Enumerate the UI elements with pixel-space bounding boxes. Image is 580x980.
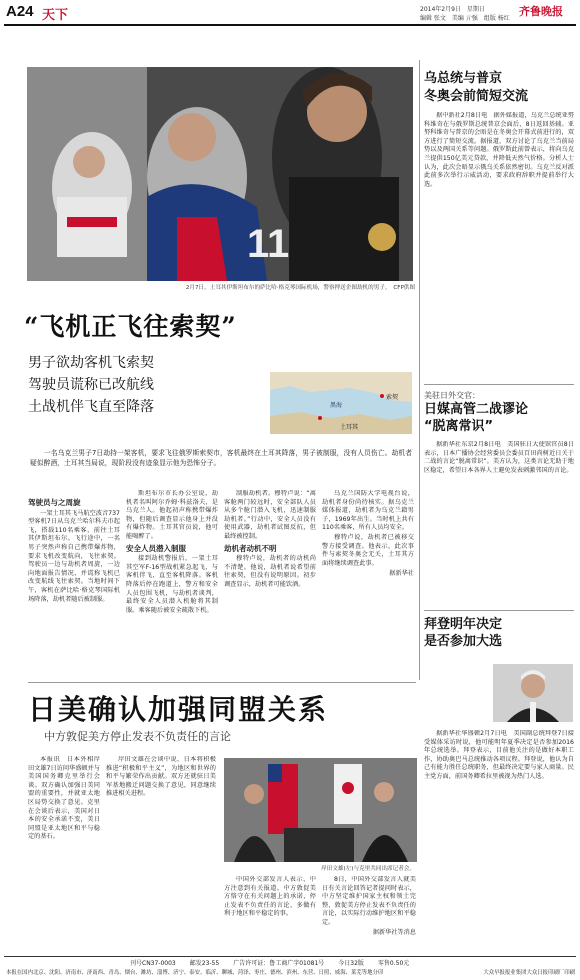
- col4-byline: 据新华社: [389, 570, 414, 578]
- story1-text: 据中新社2月8日电 据外媒报道，乌克兰总统亚努科维奇在与俄罗斯总统普京会面后，8日返回基辅。亚努科维奇与普京的会晤是在冬奥会开幕式前进行的，双方进行了简短交流。据报道，双方讨论了乌克兰当前局势以及两国关系等问题。俄罗斯此前曾表示，将向乌克兰提供150亿美元贷款，并降低天然气价格。分析人士认为，此次会晤显示俄乌关系依然密切。乌克兰反对派此前多次举行示威活动，要求政府辞职并提前举行大选。: [424, 112, 574, 188]
- story2-text: 据新华社东京2月8日电 美国驻日大使馆官员8日表示，日本广播协会经营委员会委员百田尚树近日关于二战的言论“脱离常识”。美方认为，这类言论无助于地区稳定，希望日本各界人士避免发表刺激邻国的言论。: [424, 441, 574, 474]
- story3-text: 据新华社华盛顿2月7日电 美国副总统拜登7日接受媒体采访时说，他可能明年夏季决定是否参加2016年总统选举。拜登表示，目前他关注的是做好本职工作，协助奥巴马总统推动各项议程。拜登说，他认为自己有能力胜任总统职务，但最终决定要与家人商量。民主党方面，前国务卿希拉里被视为热门人选。: [424, 730, 574, 780]
- photo-scene: [27, 67, 413, 281]
- main-col-3: [224, 490, 316, 676]
- col2-subhead: 安全人员潜入制服: [126, 543, 186, 553]
- press-conference-scene: [224, 758, 417, 862]
- main-subheads: [28, 352, 154, 418]
- sidebar-rule-1: [424, 384, 574, 385]
- section-name: 天下: [42, 8, 69, 23]
- sidebar-story-3: [424, 616, 574, 650]
- istanbul-marker: [318, 416, 322, 420]
- lead-paragraph: 一名乌克兰男子7日劫持一架客机，要求飞往俄罗斯索契市，客机最终在土耳其降落，男子被制服，没有人员伤亡。劫机者疑似醉酒，土耳其当局说，现阶段没有迹象显示他为恐怖分子。: [30, 449, 412, 467]
- masthead: [0, 0, 580, 26]
- bottom-col-2: 岸田文雄在会谈中说，日本将积极推进“积极和平主义”，为地区和世界的和平与繁荣作出贡献。双方还就驻日美军基地搬迁问题交换了意见，同意继续推进相关进程。: [106, 756, 216, 798]
- footer-postal: 邮发23-55: [189, 960, 220, 967]
- bottom-col-4: [322, 876, 416, 956]
- paper-logo: 齐鲁晚报: [519, 5, 563, 18]
- story3-title: 拜登明年决定 是否参加大选: [424, 617, 503, 649]
- map: [270, 372, 412, 434]
- subhead-1: 男子欲劫客机飞索契: [28, 355, 154, 371]
- col2-text: 斯坦布尔市长办公室说，劫机者名叫阿尔乔姆·科兹洛夫，是乌克兰人。他起初声称携带爆炸物，但随后调查显示他身上并没有爆炸物。土耳其官员说，他可能喝醉了。: [126, 490, 218, 540]
- main-headline: “飞机正飞往索契”: [24, 312, 237, 341]
- main-photo: [27, 67, 413, 281]
- main-col-4: [322, 490, 414, 676]
- footer-line-3: 大众早报报业集团大众日报印刷厂印刷: [483, 970, 575, 976]
- biden-photo: [493, 664, 573, 722]
- map-label-turkey: 土耳其: [340, 424, 359, 431]
- svg-text:11: 11: [247, 222, 290, 266]
- footer-line-2: 本报在国内北京、沈阳、济南市、济南西、青岛、烟台、潍坊、淄博、济宁、泰安、临沂、聊城、菏泽、枣庄、德州、滨州、东营、日照、威海、莱芜等地分印: [6, 970, 384, 976]
- col4-text: 乌克兰国防大学电视台说，劫机者身份尚待核实。据乌克兰媒体报道，劫机者为乌克兰籍男子，1969年出生。当时机上共有110名乘客，所有人员均安全。: [322, 490, 414, 532]
- sochi-marker: [380, 394, 384, 398]
- bottom-section-rule: [28, 682, 416, 683]
- issue-date: 2014年2月9日 星期日: [420, 6, 485, 13]
- bottom-col4-text: 8日，中国外交部发言人就美日有关言论回答记者提问时表示，中方坚定维护国家主权和领土完整，敦促美方停止发表不负责任的言论，以实际行动维护地区和平稳定。: [322, 876, 416, 926]
- col2-text2: 接到劫机警报后，一架土耳其空军F-16型战机紧急起飞，与客机伴飞，直至客机降落。客机降落后停在跑道上，警方和安全人员包围飞机，与劫机者谈判，最终安全人员潜入机舱将其制服。乘客随后被安全疏散下机。: [126, 555, 218, 614]
- story2-title: 日媒高管二战谬论 “脱离常识”: [424, 402, 529, 434]
- editors: 编辑 张文 美编 亓强 组版 杨红: [420, 15, 510, 22]
- header-rule: [4, 24, 576, 26]
- subhead-3: 土战机伴飞直至降落: [28, 399, 154, 415]
- photo-caption: 2月7日，土耳其伊斯坦布尔的萨比哈·格克琴国际机场，警察押送企图劫机的男子。 CFP供图: [185, 285, 415, 291]
- sidebar-rule-2: [424, 610, 574, 611]
- sidebar-divider: [419, 60, 420, 680]
- footer-line-1: [130, 958, 570, 967]
- footer-rule: [4, 956, 576, 957]
- footer-ad-license: 广告许可证：鲁工商广字01081号: [233, 960, 325, 967]
- sidebar-story-1: [424, 70, 574, 382]
- story2-kicker: 美驻日外交官：: [424, 391, 480, 400]
- bottom-subhead: 中方敦促美方停止发表不负责任的言论: [44, 730, 231, 743]
- bottom-photo: [224, 758, 417, 862]
- subhead-2: 驾驶员谎称已改航线: [28, 377, 154, 393]
- biden-portrait: [493, 664, 573, 722]
- col1-subhead: 驾驶员与之周旋: [28, 498, 81, 507]
- story1-title: 乌总统与普京 冬奥会前简短交流: [424, 71, 529, 104]
- bottom-col-1: 本报讯 日本外相岸田文雄7日访问华盛顿并与美国国务卿克里举行会谈。双方确认加强日美同盟的重要性，并就亚太地区局势交换了意见。克里在会谈后表示，美国对日本的安全承诺不变，美日同盟是亚太地区和平与稳定的基石。: [28, 756, 100, 841]
- col3-text: 制服劫机者。穆特卢说：“离客舱两门较远时，安全部队人员从多个舱门潜入飞机，迅速制服劫机者。”行动中，安全人员没有使用武器，劫机者试图反抗，但最终被控制。: [224, 490, 316, 540]
- col4-text2: 穆特卢说，劫机者已被移交警方接受调查。他表示，此次事件与索契冬奥会无关，土耳其方面将继续调查此事。: [322, 533, 414, 567]
- map-label-black-sea: 黑海: [330, 402, 343, 409]
- main-col-1: [28, 496, 120, 676]
- map-label-sochi: 索契: [386, 394, 399, 401]
- col1-text: 一架土耳其飞马航空波音737型客机7日从乌克兰哈尔科夫市起飞，搭载110名乘客，前往土耳其伊斯坦布尔。飞行途中，一名男子突然声称自己携带爆炸物，要求飞机改变航向，飞往索契。驾驶员一边与劫机者周旋，一边向地面报告情况，并谎称飞机已改变航线飞往索契。当地时间下午，客机在萨比哈·格克琴国际机场降落，劫机者随后被制服。: [28, 509, 120, 603]
- bottom-byline: 据新华社等消息: [372, 928, 416, 936]
- bottom-headline: 日美确认加强同盟关系: [28, 693, 329, 726]
- footer-issn: 刊号CN37-0003: [130, 960, 176, 967]
- bottom-col-3: 中国外交部发言人表示，中方注意到有关报道。中方敦促美方恪守在有关问题上的承诺，停止发表不负责任的言论，多做有利于地区和平稳定的事。: [224, 876, 316, 918]
- page-code: A24: [6, 3, 34, 20]
- footer-price: 零售0.50元: [377, 960, 410, 967]
- main-col-2: [126, 490, 218, 676]
- col3-text2: 穆特卢说，劫机者的动机尚不清楚。他说，劫机者说希望前往索契，但没有说明原因。初步调查显示，劫机者可能饮酒。: [224, 555, 316, 588]
- footer-pages: 今日32版: [338, 960, 364, 967]
- col3-subhead: 劫机者动机不明: [224, 543, 277, 553]
- bottom-photo-caption: 岸田文雄(左)与克里共同出席记者会。: [321, 866, 415, 872]
- sidebar-story-2: [424, 390, 574, 591]
